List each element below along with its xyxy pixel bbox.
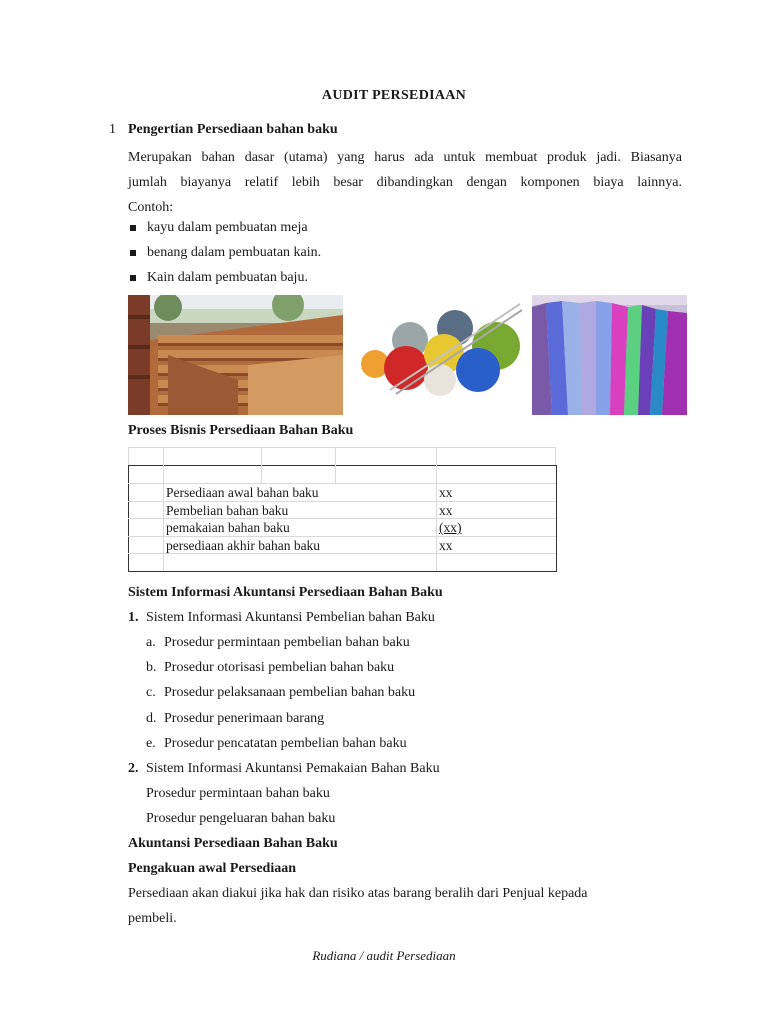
list-item: Sistem Informasi Akuntansi Pemakaian Bahan Baku [146,761,440,776]
fabric-rolls-photo-icon [532,295,687,415]
proses-table [128,447,556,571]
section-heading: Pengertian Persediaan bahan baku [128,122,338,137]
section-number: 1 [109,122,116,137]
sub-item: Prosedur permintaan pembelian bahan baku [164,635,410,650]
page-footer: Rudiana / audit Persediaan [312,948,456,963]
sub-item: Prosedur pengeluaran bahan baku [146,811,336,826]
list-item: benang dalam pembuatan kain. [147,245,322,260]
table-row-label: persediaan akhir bahan baku [166,538,321,553]
bullet-icon [130,275,136,281]
bullet-icon [130,225,136,231]
sub-letter: b. [146,660,157,675]
sub-item: Prosedur pencatatan pembelian bahan baku [164,736,407,751]
wood-planks-photo-icon [128,295,343,415]
list-item: Kain dalam pembuatan baju. [147,270,308,285]
table-row-value: xx [439,485,453,500]
list-number: 1. [128,610,139,625]
proses-heading: Proses Bisnis Persediaan Bahan Baku [128,423,354,438]
sub-letter: d. [146,711,157,726]
table-row-value: xx [439,538,453,553]
sub-letter: a. [146,635,156,650]
sub-letter: c. [146,685,156,700]
yarn-balls-photo-icon [360,298,525,406]
sub-item: Prosedur otorisasi pembelian bahan baku [164,660,395,675]
sub-letter: e. [146,736,156,751]
table-row-label: Pembelian bahan baku [166,503,289,518]
sia-heading: Sistem Informasi Akuntansi Persediaan Bahan Baku [128,585,443,600]
list-item: Sistem Informasi Akuntansi Pembelian bahan Baku [146,610,435,625]
paragraph-line: Contoh: [128,200,174,215]
sub-item: Prosedur pelaksanaan pembelian bahan baku [164,685,416,700]
definition-paragraph [128,145,682,220]
paragraph-line: pembeli. [128,911,177,926]
table-row-label: pemakaian bahan baku [166,520,290,535]
wood-planks-image [128,295,343,415]
fabric-rolls-image [532,295,687,415]
bullet-icon [130,250,136,256]
sub-item: Prosedur permintaan bahan baku [146,786,330,801]
akuntansi-subheading: Pengakuan awal Persediaan [128,861,297,876]
page-title: AUDIT PERSEDIAAN [321,88,467,103]
list-item: kayu dalam pembuatan meja [147,220,308,235]
table-row-value: (xx) [439,520,462,535]
sub-item: Prosedur penerimaan barang [164,711,325,726]
yarn-balls-image [360,298,525,406]
table-row-label: Persediaan awal bahan baku [166,485,319,500]
paragraph-line: jumlah biayanya relatif lebih besar dibandingkan dengan komponen biaya lainnya. [128,175,682,190]
table-row-value: xx [439,503,453,518]
list-number: 2. [128,761,139,776]
akuntansi-heading: Akuntansi Persediaan Bahan Baku [128,836,338,851]
paragraph-line: Persediaan akan diakui jika hak dan risiko atas barang beralih dari Penjual kepada [128,886,588,901]
paragraph-line: Merupakan bahan dasar (utama) yang harus ada untuk membuat produk jadi. Biasanya [128,150,682,165]
